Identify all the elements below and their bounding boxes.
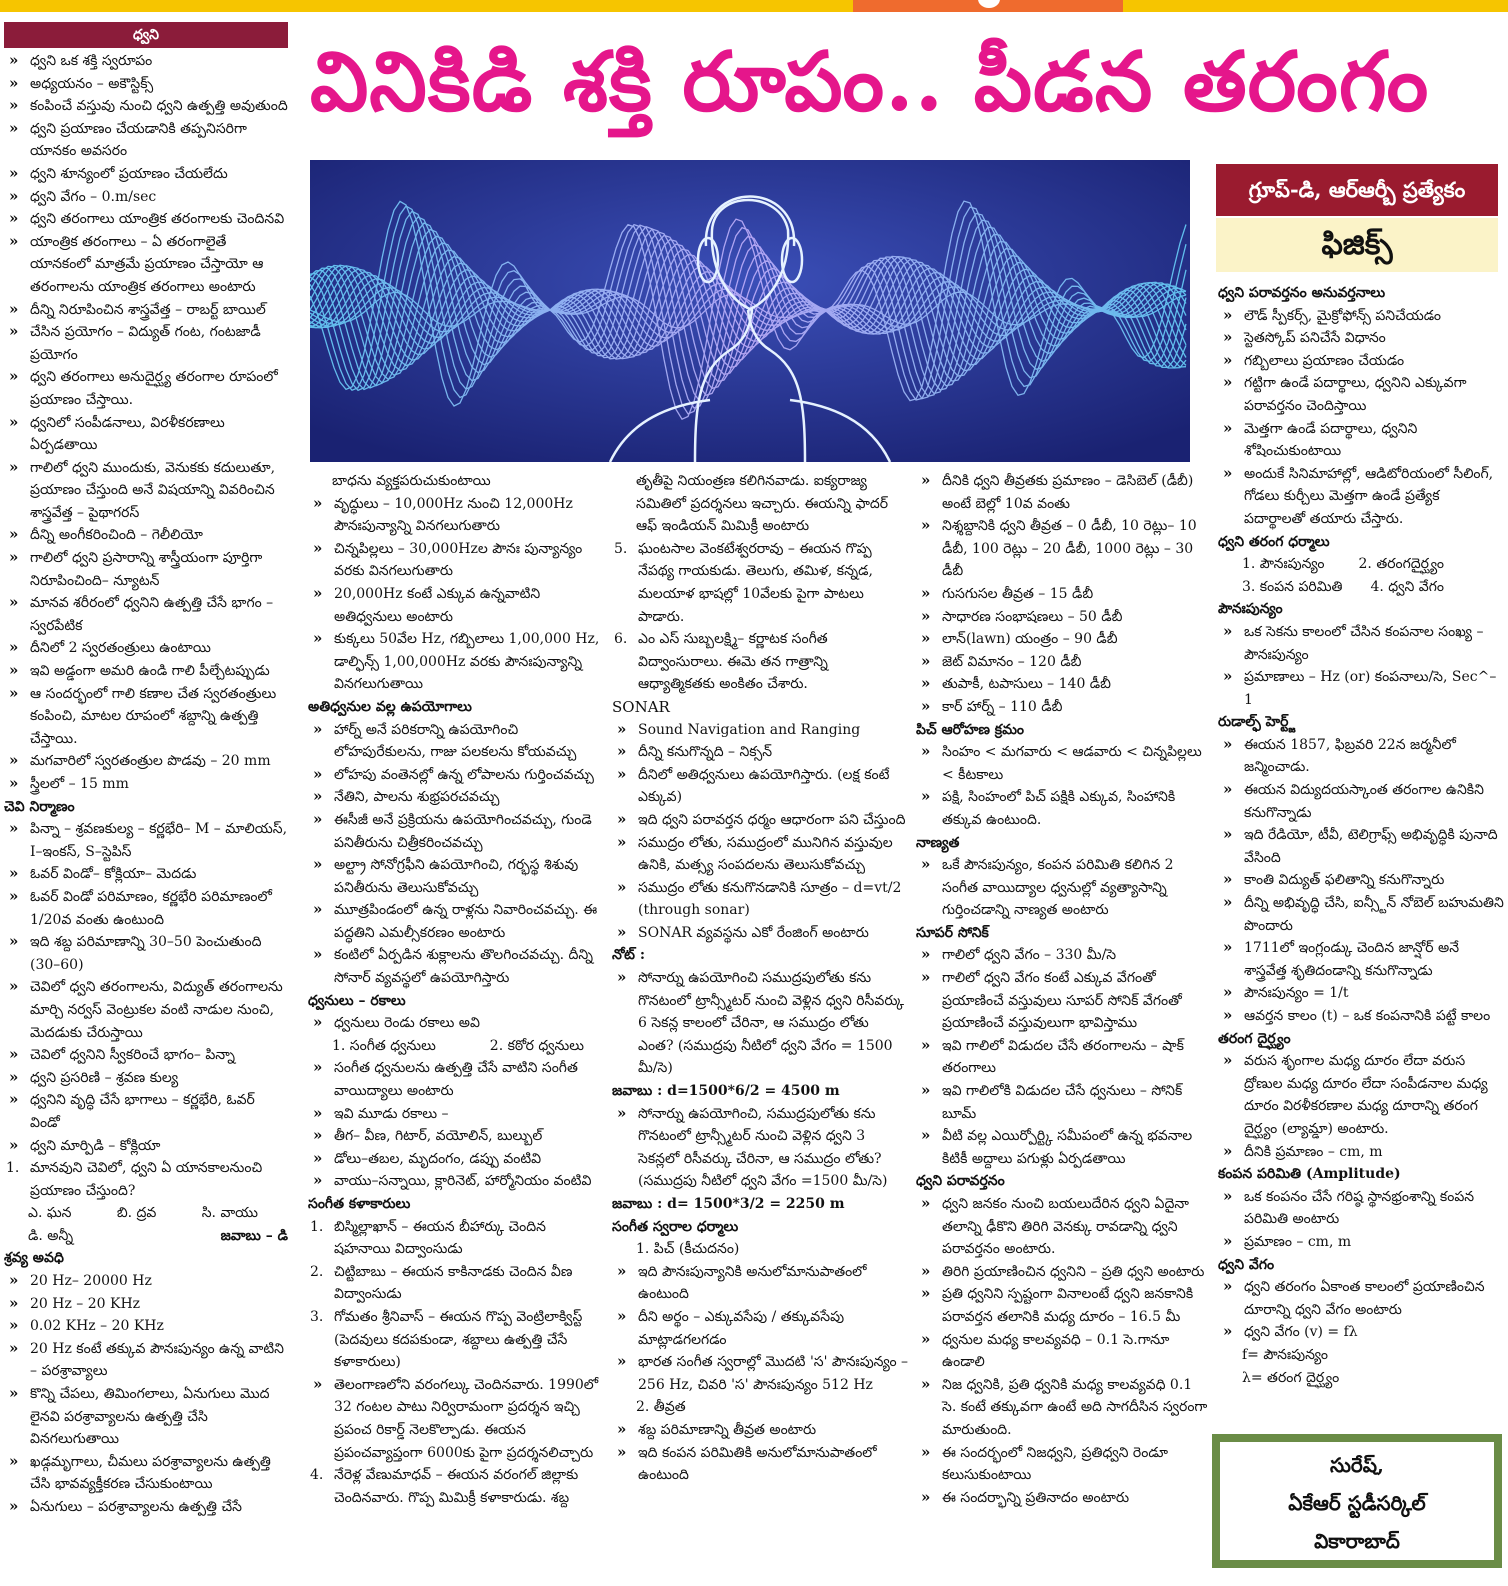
list-item: » తుపాకీ, టపాసులు – 140 డీబీ	[916, 673, 1208, 696]
author-place: వికారాబాద్	[1314, 1529, 1400, 1553]
list-item: » నిజ ధ్వనికి, ప్రతి ధ్వనికి మధ్య కాలవ్యవధి 0.1 సె. కంటే తక్కువగా ఉంటే అది సాగదీసిన స్వరంగా మారుతుంది.	[916, 1374, 1208, 1442]
list-item: » వృద్ధులు – 10,000Hz నుంచి 12,000Hz పౌనఃపున్యాన్ని వినగలుగుతారు	[308, 493, 604, 538]
props-row	[1218, 553, 1504, 576]
list-item: » దీనికి ప్రమాణం – cm, m	[1218, 1141, 1504, 1164]
list-item: » వాయు–సన్నాయి, క్లారినెట్, హార్మోనియం వంటివి	[308, 1170, 604, 1193]
subheading: ధ్వని పరావర్తనం	[916, 1173, 1005, 1190]
list-item: » ధ్వనులు రెండు రకాలు అవి	[308, 1012, 604, 1035]
list-item: » కంపించే వస్తువు నుంచి ధ్వని ఉత్పత్తి అవుతుంది	[4, 95, 288, 118]
list-item: » స్టెతస్కోప్ పనిచేసే విధానం	[1218, 327, 1504, 350]
column-1	[4, 22, 288, 1519]
item-number: 2.	[310, 1263, 324, 1280]
list-item: » గబ్బిలాలు ప్రయాణం చేయడం	[1218, 350, 1504, 373]
page-title: వినికిడి శక్తి రూపం.. పీడన తరంగం	[310, 34, 1430, 130]
list-item: » ధ్వని జనకం నుంచి బయలుదేరిన ధ్వని ఏదైనా తలాన్ని ఢీకొని తిరిగి వెనక్కు రావడాన్ని ధ్వని పరావర్తనం అంటారు.	[916, 1193, 1208, 1261]
subheading: కంపన పరిమితి (Amplitude)	[1218, 1166, 1401, 1183]
numbered-item	[612, 538, 908, 628]
list-item: » దీన్ని నిరూపించిన శాస్త్రవేత్త – రాబర్ట్ బాయిల్	[4, 299, 288, 322]
list-item: » హార్న్ అనే పరికరాన్ని ఉపయోగించి లోహపురేకులను, గాజు పలకలను కోయవచ్చు	[308, 719, 604, 764]
list-item: » గాలిలో ధ్వని వేగం – 330 మీ/సె	[916, 944, 1208, 967]
list-item: » 0.02 KHz – 20 KHz	[4, 1315, 288, 1338]
list-item: » మగవారిలో స్వరతంత్రుల పొడవు – 20 mm	[4, 750, 288, 773]
subheading: సూపర్ సోనిక్	[916, 924, 989, 941]
list-item: » లాన్(lawn) యంత్రం – 90 డీబీ	[916, 628, 1208, 651]
list-item: » దీన్ని కనుగొన్నది – నిక్సన్	[612, 741, 908, 764]
list-item: » ఆ సందర్భంలో గాలి కణాల చేత స్వరతంత్రులు కంపించి, మాటల రూపంలో శబ్దాన్ని ఉత్పత్తి చేస్తాయి.	[4, 683, 288, 751]
list-item: » తిరిగి ప్రయాణించిన ధ్వనిని – ప్రతి ధ్వని అంటారు	[916, 1261, 1208, 1284]
numbered-item	[308, 1464, 604, 1509]
subject-label: ఫిజిక్స్	[1216, 218, 1498, 272]
list-item: » సముద్రం లోతు కనుగొనడానికి సూత్రం – d=vt/2 (through sonar)	[612, 877, 908, 922]
list-item: » చెవిలో ధ్వనిని స్వీకరించే భాగం– పిన్నా	[4, 1044, 288, 1067]
list-item: » ఈయన విద్యుదయస్కాంత తరంగాల ఉనికిని కనుగొన్నాడు	[1218, 779, 1504, 824]
question	[4, 1157, 288, 1202]
list-item: » వరుస శృంగాల మధ్య దూరం లేదా వరుస ద్రోణుల మధ్య దూరం లేదా సంపీడనాల మధ్య దూరం విరళీకరణాల మధ్య దూరాన్ని తరంగ దైర్ఘ్యం (ల్యామ్డా) అంటారు.	[1218, 1050, 1504, 1140]
list-item: » ఈ సందర్భాన్ని ప్రతినాదం అంటారు	[916, 1487, 1208, 1510]
item-number: 1.	[310, 1218, 324, 1235]
list-item: » సోనార్ను ఉపయోగించి, సముద్రపులోతు కను గొనటంలో ట్రాన్స్మీటర్ నుంచి వెళ్లిన ధ్వని 3 సెకన్లలో రిసీవర్కు చేరినా, ఆ సముద్రం లోతు? (సముద్రపు నీటిలో ధ్వని వేగం =1500 మీ/సె)	[612, 1103, 908, 1193]
numbered-item	[612, 628, 908, 696]
formula-line: λ= తరంగ దైర్ఘ్యం	[1242, 1369, 1340, 1386]
item-text: నేరెళ్ల వేణుమాధవ్ – ఈయన వరంగల్ జిల్లాకు చెందినవారు. గొప్ప మిమిక్రీ కళాకారుడు. శబ్ద	[334, 1467, 579, 1506]
list-item: » కొన్ని చేపలు, తిమింగలాలు, ఏనుగులు మొద లైనవి పరశ్రావ్యాలను ఉత్పత్తి చేసి వినగలుగుతాయి	[4, 1383, 288, 1451]
item-text: చిట్టిబాబు – ఈయన కాకినాడకు చెందిన వీణ విద్వాంసుడు	[334, 1263, 573, 1303]
prop-2: 2. తరంగదైర్ఘ్యం	[1358, 556, 1444, 573]
list-item: » ఇది ధ్వని పరావర్తన ధర్మం ఆధారంగా పని చేస్తుంది	[612, 809, 908, 832]
option-b: బి. ద్రవ	[116, 1205, 157, 1222]
list-item: » అందుకే సినిమాహాల్లో, ఆడిటోరియంలో సీలింగ్, గోడలు కుర్చీలు మెత్తగా ఉండే ప్రత్యేక పదార్థాలతో తయారు చేస్తారు.	[1218, 463, 1504, 531]
answer: జవాబు – డి	[220, 1227, 288, 1244]
list-item: » 1711లో ఇంగ్లండ్కు చెందిన జాన్షోర్ అనే శాస్త్రవేత్త శృతిదండాన్ని కనుగొన్నాడు	[1218, 937, 1504, 982]
list-item: » ధ్వని ప్రయాణం చేయడానికి తప్పనిసరిగా యానకం అవసరం	[4, 118, 288, 163]
column-5	[1218, 282, 1504, 1389]
list-item: » డోలు–తబల, మృదంగం, డప్పు వంటివి	[308, 1148, 604, 1171]
subheading: ధ్వని పరావర్తనం అనువర్తనాలు	[1218, 285, 1386, 301]
subheading: చెవి నిర్మాణం	[4, 798, 75, 815]
exam-badge: గ్రూప్-డి, ఆర్ఆర్బీ ప్రత్యేకం	[1216, 164, 1498, 216]
list-item: » ధ్వని శూన్యంలో ప్రయాణం చేయలేదు	[4, 163, 288, 186]
list-item: » కంటిలో ఏర్పడిన శుక్లాలను తొలగించవచ్చు. దీన్ని సోనార్ వ్యవస్థలో ఉపయోగిస్తారు	[308, 944, 604, 989]
list-item: » లోహపు వంతెనల్లో ఉన్న లోపాలను గుర్తించవచ్చు	[308, 764, 604, 787]
list-item: » యాంత్రిక తరంగాలు – ఏ తరంగాలైతే యానకంలో మాత్రమే ప్రయాణం చేస్తాయో ఆ తరంగాలను యాంత్రిక తరంగాలు అంటారు	[4, 231, 288, 299]
subheading: సంగీత స్వరాల ధర్మాలు	[612, 1218, 739, 1235]
subheading: అతిధ్వనుల వల్ల ఉపయోగాలు	[308, 698, 472, 715]
list-item: » సముద్రం లోతు, సముద్రంలో మునిగిన వస్తువుల ఉనికి, మత్స్య సంపదలను తెలుసుకోవచ్చు	[612, 832, 908, 877]
list-item: » కాంతి విద్యుత్ ఫలితాన్ని కనుగొన్నారు	[1218, 869, 1504, 892]
lead-text: తృతీపై నియంత్రణ కలిగినవాడు. ఐక్యరాజ్య సమితిలో ప్రదర్శనలు ఇచ్చారు. ఈయన్ని ఫాదర్ ఆఫ్ ఇండియన్ మిమిక్రీ అంటారు	[636, 473, 889, 535]
subheading: తరంగ దైర్ఘ్యం	[1218, 1030, 1291, 1047]
list-item: » చెవిలో ధ్వని తరంగాలను, విద్యుత్ తరంగాలను మార్చి నర్వస్ వెంట్రుకల వంటి నాడుల నుంచి, మెదడుకు చేరుస్తాయి	[4, 976, 288, 1044]
lead-text: బాధను వ్యక్తపరుచుకుంటాయి	[332, 473, 491, 489]
list-item: » 20 Hz కంటే తక్కువ పౌనఃపున్యం ఉన్న వాటిని – పరశ్రావ్యాలు	[4, 1338, 288, 1383]
subheading: SONAR	[612, 697, 670, 716]
list-item: » దీని అర్థం – ఎక్కువసేపు / తక్కువసేపు మాట్లాడగలగడం	[612, 1306, 908, 1351]
list-item: » ఒక సెకను కాలంలో చేసిన కంపనాల సంఖ్య – పౌనఃపున్యం	[1218, 621, 1504, 666]
types-row	[308, 1035, 604, 1058]
column-4	[916, 470, 1208, 1509]
subheading: పిచ్ ఆరోహణ క్రమం	[916, 721, 1024, 738]
subheading: నాణ్యత	[916, 834, 960, 851]
answer: జవాబు : d= 1500*3/2 = 2250 m	[612, 1196, 845, 1212]
list-item: » ఆవర్తన కాలం (t) – ఒక కంపనానికి పట్టే కాలం	[1218, 1005, 1504, 1028]
subheading: 2. తీవ్రత	[636, 1399, 686, 1416]
list-item: » దీనికి ధ్వని తీవ్రతకు ప్రమాణం – డెసిబెల్ (డీబీ) అంటే బెల్లో 10వ వంతు	[916, 470, 1208, 515]
list-item: » ఇది రేడియో, టీవీ, టెలిగ్రాఫ్స్ అభివృద్ధికి పునాది వేసింది	[1218, 824, 1504, 869]
subheading: రుడాల్ఫ్ హెర్ట్జ్	[1218, 714, 1296, 731]
list-item: » ధ్వని తరంగం ఏకాంత కాలంలో ప్రయాణించిన దూరాన్ని ధ్వని వేగం అంటారు	[1218, 1276, 1504, 1321]
list-item: » గట్టిగా ఉండే పదార్థాలు, ధ్వనిని ఎక్కువగా పరావర్తనం చెందిస్తాయి	[1218, 372, 1504, 417]
list-item: » పౌనఃపున్యం = 1/t	[1218, 982, 1504, 1005]
list-item: » గాలిలో ధ్వని ప్రసారాన్ని శాస్త్రీయంగా పూర్తిగా నిరూపించింది– న్యూటన్	[4, 547, 288, 592]
list-item: » సాధారణ సంభాషణలు – 50 డీబీ	[916, 606, 1208, 629]
list-item: » అధ్యయనం – అకౌస్టిక్స్	[4, 73, 288, 96]
subheading: పౌనఃపున్యం	[1218, 601, 1283, 618]
options-row	[4, 1202, 288, 1225]
list-item: » ఒక కంపనం చేసే గరిష్ఠ స్థానభ్రంశాన్ని కంపన పరిమితి అంటారు	[1218, 1186, 1504, 1231]
list-item: » దీనిలో 2 స్వరతంత్రులు ఉంటాయి	[4, 637, 288, 660]
item-text: బిస్మిల్లాఖాన్ – ఈయన బీహార్కు చెందిన షహనాయి విద్వాంసుడు	[334, 1218, 546, 1258]
list-item: » చేసిన ప్రయోగం – విద్యుత్ గంట, గంటజాడీ ప్రయోగం	[4, 321, 288, 366]
subheading: ధ్వనులు – రకాలు	[308, 992, 406, 1009]
list-item: » చిన్నపిల్లలు – 30,000Hzల పౌనః పున్యాన్యం వరకు వినగలుగుతారు	[308, 538, 604, 583]
author-org: ఏకేఆర్ స్టడీసర్కిల్	[1288, 1491, 1426, 1515]
hero-illustration	[310, 160, 1190, 462]
author-name: సురేష్,	[1329, 1453, 1385, 1477]
list-item: » ఓవర్ విండో పరిమాణం, కర్ణభేరి పరిమాణంలో 1/20వ వంతు ఉంటుంది	[4, 886, 288, 931]
list-item: » 20 Hz – 20 KHz	[4, 1293, 288, 1316]
list-item: » ధ్వని వేగం – 0.m/sec	[4, 186, 288, 209]
list-item: » Sound Navigation and Ranging	[612, 719, 908, 742]
list-item: » ప్రమాణాలు – Hz (or) కంపనాలు/సె, Sec^–1	[1218, 666, 1504, 711]
list-item: » మూత్రపిండంలో ఉన్న రాళ్లను నివారించవచ్చు. ఈ పద్ధతిని ఎమల్సీకరణం అంటారు	[308, 899, 604, 944]
question-number: 1.	[6, 1160, 20, 1177]
list-item: » తెలంగాణలోని వరంగల్కు చెందినవారు. 1990లో 32 గంటల పాటు నిర్విరామంగా ప్రదర్శన ఇచ్చి ప్రపంచ రికార్డ్ నెలకొల్పాడు. ఈయన ప్రపంచవ్యాప్తంగా 6000కు పైగా ప్రదర్శనలిచ్చారు	[308, 1374, 604, 1464]
list-item: » ధ్వని తరంగాలు అనుదైర్ఘ్య తరంగాల రూపంలో ప్రయాణం చేస్తాయి.	[4, 366, 288, 411]
author-card	[1220, 1442, 1494, 1560]
list-item: » ఇది పౌనఃపున్యానికి అనులోమానుపాతంలో ఉంటుంది	[612, 1261, 908, 1306]
list-item: » 20 Hz– 20000 Hz	[4, 1270, 288, 1293]
list-item: » వీటి వల్ల ఎయిర్పోర్ట్కి సమీపంలో ఉన్న భవనాల కిటికీ అద్దాలు పగుళ్లు ఏర్పడతాయి	[916, 1125, 1208, 1170]
list-item: » ధ్వనిని వృద్ధి చేసే భాగాలు – కర్ణభేరి, ఓవర్ విండో	[4, 1089, 288, 1134]
item-number: 5.	[614, 540, 628, 557]
top-color-bar	[0, 0, 1508, 12]
list-item: » ఇది కంపన పరిమితికి అనులోమానుపాతంలో ఉంటుంది	[612, 1442, 908, 1487]
item-text: ఘంటసాల వెంకటేశ్వరరావు – ఈయన గొప్ప నేపథ్య గాయకుడు. తెలుగు, తమిళ, కన్నడ, మలయాళ భాషల్లో 10వేలకు పైగా పాటలు పాడారు.	[638, 540, 873, 625]
prop-4: 4. ధ్వని వేగం	[1370, 578, 1444, 595]
item-number: 3.	[310, 1308, 324, 1325]
question-text: మానవుని చెవిలో, ధ్వని ఏ యానకాలనుంచి ప్రయాణం చేస్తుంది?	[30, 1160, 263, 1199]
list-item: » సోనార్ను ఉపయోగించి సముద్రపులోతు కను గొనటంలో ట్రాన్స్మీటర్ నుంచి వెళ్లిన ధ్వని రిసీవర్కు 6 సెకన్ల కాలంలో చేరినా, ఆ సముద్రం లోతు ఎంత? (సముద్రపు నీటిలో ధ్వని వేగం = 1500 మీ/సె)	[612, 967, 908, 1080]
item-number: 6.	[614, 631, 628, 648]
type-2: 2. కఠోర ధ్వనులు	[489, 1037, 584, 1054]
list-item: » ప్రమాణం – cm, m	[1218, 1231, 1504, 1254]
list-item: » నిశ్శబ్దానికి ధ్వని తీవ్రత – 0 డీబీ, 10 రెట్లు– 10 డీబీ, 100 రెట్లు – 20 డీబీ, 1000 రెట్లు – 30 డీబీ	[916, 515, 1208, 583]
list-item: » అల్ట్రా సోనోగ్రఫీని ఉపయోగించి, గర్భస్థ శిశువు పనితీరును తెలుసుకోవచ్చు	[308, 854, 604, 899]
list-item: » మానవ శరీరంలో ధ్వనిని ఉత్పత్తి చేసే భాగం – స్వరపేటిక	[4, 592, 288, 637]
list-item: » ధ్వనిలో సంపీడనాలు, విరళీకరణాలు ఏర్పడతాయి	[4, 412, 288, 457]
list-item: » నేతిని, పాలను శుభ్రపరచవచ్చు	[308, 786, 604, 809]
list-item: » ఇవి గాలిలోకి విడుదల చేసే ధ్వనులు – సోనిక్ బూమ్	[916, 1080, 1208, 1125]
list-item: » ఇవి మూడు రకాలు –	[308, 1103, 604, 1126]
list-item: » జెట్ విమానం – 120 డీబీ	[916, 651, 1208, 674]
prop-1: 1. పౌనఃపున్యం	[1242, 556, 1325, 573]
list-item: » కార్ హార్న్ – 110 డీబీ	[916, 696, 1208, 719]
list-item: » ఒకే పౌనఃపున్యం, కంపన పరిమితి కలిగిన 2 సంగీత వాయిద్యాల ధ్వనుల్లో వ్యత్యాసాన్ని గుర్తించడాన్ని నాణ్యత అంటారు	[916, 854, 1208, 922]
list-item: » గుసగుసల తీవ్రత – 15 డీబీ	[916, 583, 1208, 606]
list-item: » ధ్వని వేగం (v) = fλ	[1218, 1321, 1504, 1344]
subheading: 1. పిచ్ (కీచుదనం)	[636, 1241, 740, 1258]
list-item: » ధ్వని మార్పిడి – కోక్లియా	[4, 1135, 288, 1158]
list-item: » దీన్ని అంగీకరించింది – గెలీలియో	[4, 524, 288, 547]
list-item: » ఇవి అడ్డంగా అమరి ఉండి గాలి పీల్చేటప్పుడు	[4, 660, 288, 683]
list-item: » ఇవి గాలిలో విడుదల చేసే తరంగాలను – షాక్ తరంగాలు	[916, 1035, 1208, 1080]
list-item: » శబ్ద పరిమాణాన్ని తీవ్రత అంటారు	[612, 1419, 908, 1442]
type-1: 1. సంగీత ధ్వనులు	[332, 1037, 436, 1054]
numbered-item	[308, 1216, 604, 1261]
prop-3: 3. కంపన పరిమితి	[1242, 578, 1343, 595]
list-item: » మెత్తగా ఉండే పదార్థాలు, ధ్వనిని శోషించుకుంటాయి	[1218, 418, 1504, 463]
list-item: » ఏనుగులు – పరశ్రావ్యాలను ఉత్పత్తి చేసే	[4, 1496, 288, 1519]
list-item: » గాలిలో ధ్వని ముందుకు, వెనుకకు కదులుతూ, ప్రయాణం చేస్తుంది అనే విషయాన్ని వివరించిన శాస్త్రవేత్త – పైథాగరస్	[4, 457, 288, 525]
item-text: గోమతం శ్రీనివాస్ – ఈయన గొప్ప వెంట్రిలాక్విస్ట్ (పెదవులు కదపకుండా, శబ్దాలు ఉత్పత్తి చేసే కళాకారులు)	[334, 1308, 583, 1371]
column-3	[612, 470, 908, 1487]
option-a: ఎ. ఘన	[28, 1205, 72, 1222]
hero-svg	[310, 160, 1190, 462]
numbered-item	[308, 1306, 604, 1374]
list-item: » ధ్వని ప్రసరిణి – శ్రవణ కుల్య	[4, 1067, 288, 1090]
list-item: » 20,000Hz కంటే ఎక్కువ ఉన్నవాటిని అతిధ్వనులు అంటారు	[308, 583, 604, 628]
list-item: » భారత సంగీత స్వరాల్లో మొదటి 'స' పౌనఃపున్యం – 256 Hz, చివరి 'స' పౌనఃపున్యం 512 Hz	[612, 1351, 908, 1396]
list-item: » సంగీత ధ్వనులను ఉత్పత్తి చేసే వాటిని సంగీత వాయిద్యాలు అంటారు	[308, 1057, 604, 1102]
list-item: » ఖడ్గమృగాలు, చీమలు పరశ్రావ్యాలను ఉత్పత్తి చేసి భావవ్యక్తీకరణ చేసుకుంటాయి	[4, 1451, 288, 1496]
column-2	[308, 470, 604, 1509]
props-row	[1218, 576, 1504, 599]
subheading: ధ్వని తరంగ ధర్మాలు	[1218, 533, 1330, 550]
list-item: » పక్షి, సింహంలో పిచ్ పక్షికి ఎక్కువ, సింహానికి తక్కువ ఉంటుంది.	[916, 786, 1208, 831]
list-item: » ధ్వని ఒక శక్తి స్వరూపం	[4, 50, 288, 73]
list-item: » కుక్కలు 50వేల Hz, గబ్బిలాలు 1,00,000 Hz, డాల్ఫిన్స్ 1,00,000Hz వరకు పౌనఃపున్యాన్ని వినగలుగుతాయి	[308, 628, 604, 696]
list-item: » ప్రతి ధ్వనిని స్పష్టంగా వినాలంటే ధ్వని జనకానికి పరావర్తన తలానికి మధ్య దూరం – 16.5 మీ	[916, 1283, 1208, 1328]
option-c: సి. వాయు	[201, 1205, 258, 1222]
answer: జవాబు : d=1500*6/2 = 4500 m	[612, 1083, 840, 1100]
author-box	[1212, 1434, 1502, 1568]
formula-line: f= పౌనఃపున్యం	[1242, 1346, 1329, 1363]
list-item: » పిన్నా – శ్రవణకుల్య – కర్ణభేరి– M – మాలియస్, I–ఇంకస్, S–స్టెపిస్	[4, 818, 288, 863]
list-item: » లౌడ్ స్పీకర్స్, మైక్రోఫోన్స్ పనిచేయడం	[1218, 305, 1504, 328]
list-item: » ఈయన 1857, ఫిబ్రవరి 22న జర్మనీలో జన్మించాడు.	[1218, 734, 1504, 779]
list-item: » ఈసీజీ అనే ప్రక్రియను ఉపయోగించవచ్చు, గుండె పనితీరును చిత్రీకరించవచ్చు	[308, 809, 604, 854]
list-item: » ఓవర్ విండో– కోక్లియా– మెదడు	[4, 863, 288, 886]
list-item: » ఈ సందర్భంలో నిజధ్వని, ప్రతిధ్వని రెండూ కలుసుకుంటాయి	[916, 1442, 1208, 1487]
list-item: » స్త్రీలలో – 15 mm	[4, 773, 288, 796]
list-item: » ఇది శబ్ద పరిమాణాన్ని 30–50 పెంచుతుంది (30–60)	[4, 931, 288, 976]
subheading: సంగీత కళాకారులు	[308, 1196, 411, 1212]
option-d: డి. అన్నీ	[28, 1227, 74, 1244]
numbered-item	[308, 1261, 604, 1306]
list-item: » సింహం < మగవారు < ఆడవారు < చిన్నపిల్లలు < కీటకాలు	[916, 741, 1208, 786]
options-row	[4, 1225, 288, 1248]
item-text: ఎం ఎస్ సుబ్బలక్ష్మి– కర్ణాటక సంగీత విద్వాంసురాలు. ఈమె తన గాత్రాన్ని ఆధ్యాత్మికతకు అంకితం చేశారు.	[638, 631, 828, 693]
list-item: » ధ్వనుల మధ్య కాలవ్యవధి – 0.1 సె.గానూ ఉండాలి	[916, 1329, 1208, 1374]
list-item: » ధ్వని తరంగాలు యాంత్రిక తరంగాలకు చెందినవి	[4, 208, 288, 231]
list-item: » దీన్ని అభివృద్ధి చేసి, ఐన్స్టీన్ నోబెల్ బహుమతిని పొందారు	[1218, 892, 1504, 937]
subheading: నోట్ :	[612, 947, 645, 964]
list-item: » దీనిలో అతిధ్వనులు ఉపయోగిస్తారు. (లక్ష కంటే ఎక్కువ)	[612, 764, 908, 809]
item-number: 4.	[310, 1467, 324, 1484]
subheading: ధ్వని వేగం	[1218, 1256, 1275, 1273]
list-item: » తీగ– వీణ, గిటార్, వయోలిన్, బుల్బుల్	[308, 1125, 604, 1148]
list-item: » SONAR వ్యవస్థను ఎకో రేంజింగ్ అంటారు	[612, 922, 908, 945]
section-header: ధ్వని	[4, 22, 288, 48]
list-item: » గాలిలో ధ్వని వేగం కంటే ఎక్కువ వేగంతో ప్రయాణించే వస్తువులు సూపర్ సోనిక్ వేగంతో ప్రయాణించే వస్తువులుగా భావిస్తాము	[916, 967, 1208, 1035]
subheading: శ్రవ్య అవధి	[4, 1250, 64, 1267]
